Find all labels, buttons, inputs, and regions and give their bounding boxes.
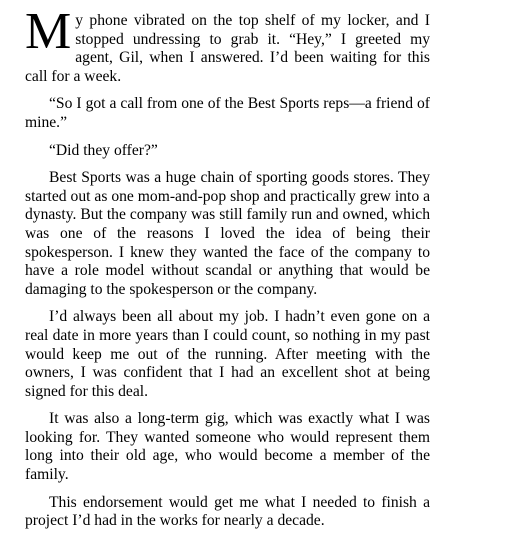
paragraph-2: “So I got a call from one of the Best Sports reps—a friend of mine.”: [25, 95, 430, 131]
paragraph-4: Best Sports was a huge chain of sporting goods stores. They started out as one mom-and-pop shop and practically grew into a dynasty. But the company was still family run and owned, which was one of the reasons I loved the idea of being their spokesperson. I knew they wanted the face of the company to have a role model without scandal or anything that would be damaging to the spokesperson or the company.: [25, 169, 430, 298]
paragraph-1-text: y phone vibrated on the top shelf of my locker, and I stopped undressing to grab it. “Hey,” I greeted my agent, Gil, when I answered. I’d been waiting for this call for a week.: [25, 12, 430, 85]
paragraph-7: This endorsement would get me what I needed to finish a project I’d had in the works for nearly a decade.: [25, 493, 430, 530]
drop-cap: M: [25, 3, 72, 60]
document-page: [25, 3, 430, 540]
paragraph-5: I’d always been all about my job. I hadn’t even gone on a real date in more years than I could count, so nothing in my past would keep me out of the running. After meeting with the owners, I was confident that I had an excellent shot at being signed for this deal.: [25, 308, 430, 400]
paragraph-6: It was also a long-term gig, which was exactly what I was looking for. They wanted someone who would represent them long into their old age, who would become a member of the family.: [25, 410, 430, 484]
paragraph-3: “Did they offer?”: [49, 141, 158, 159]
paragraph-1: [25, 3, 430, 86]
